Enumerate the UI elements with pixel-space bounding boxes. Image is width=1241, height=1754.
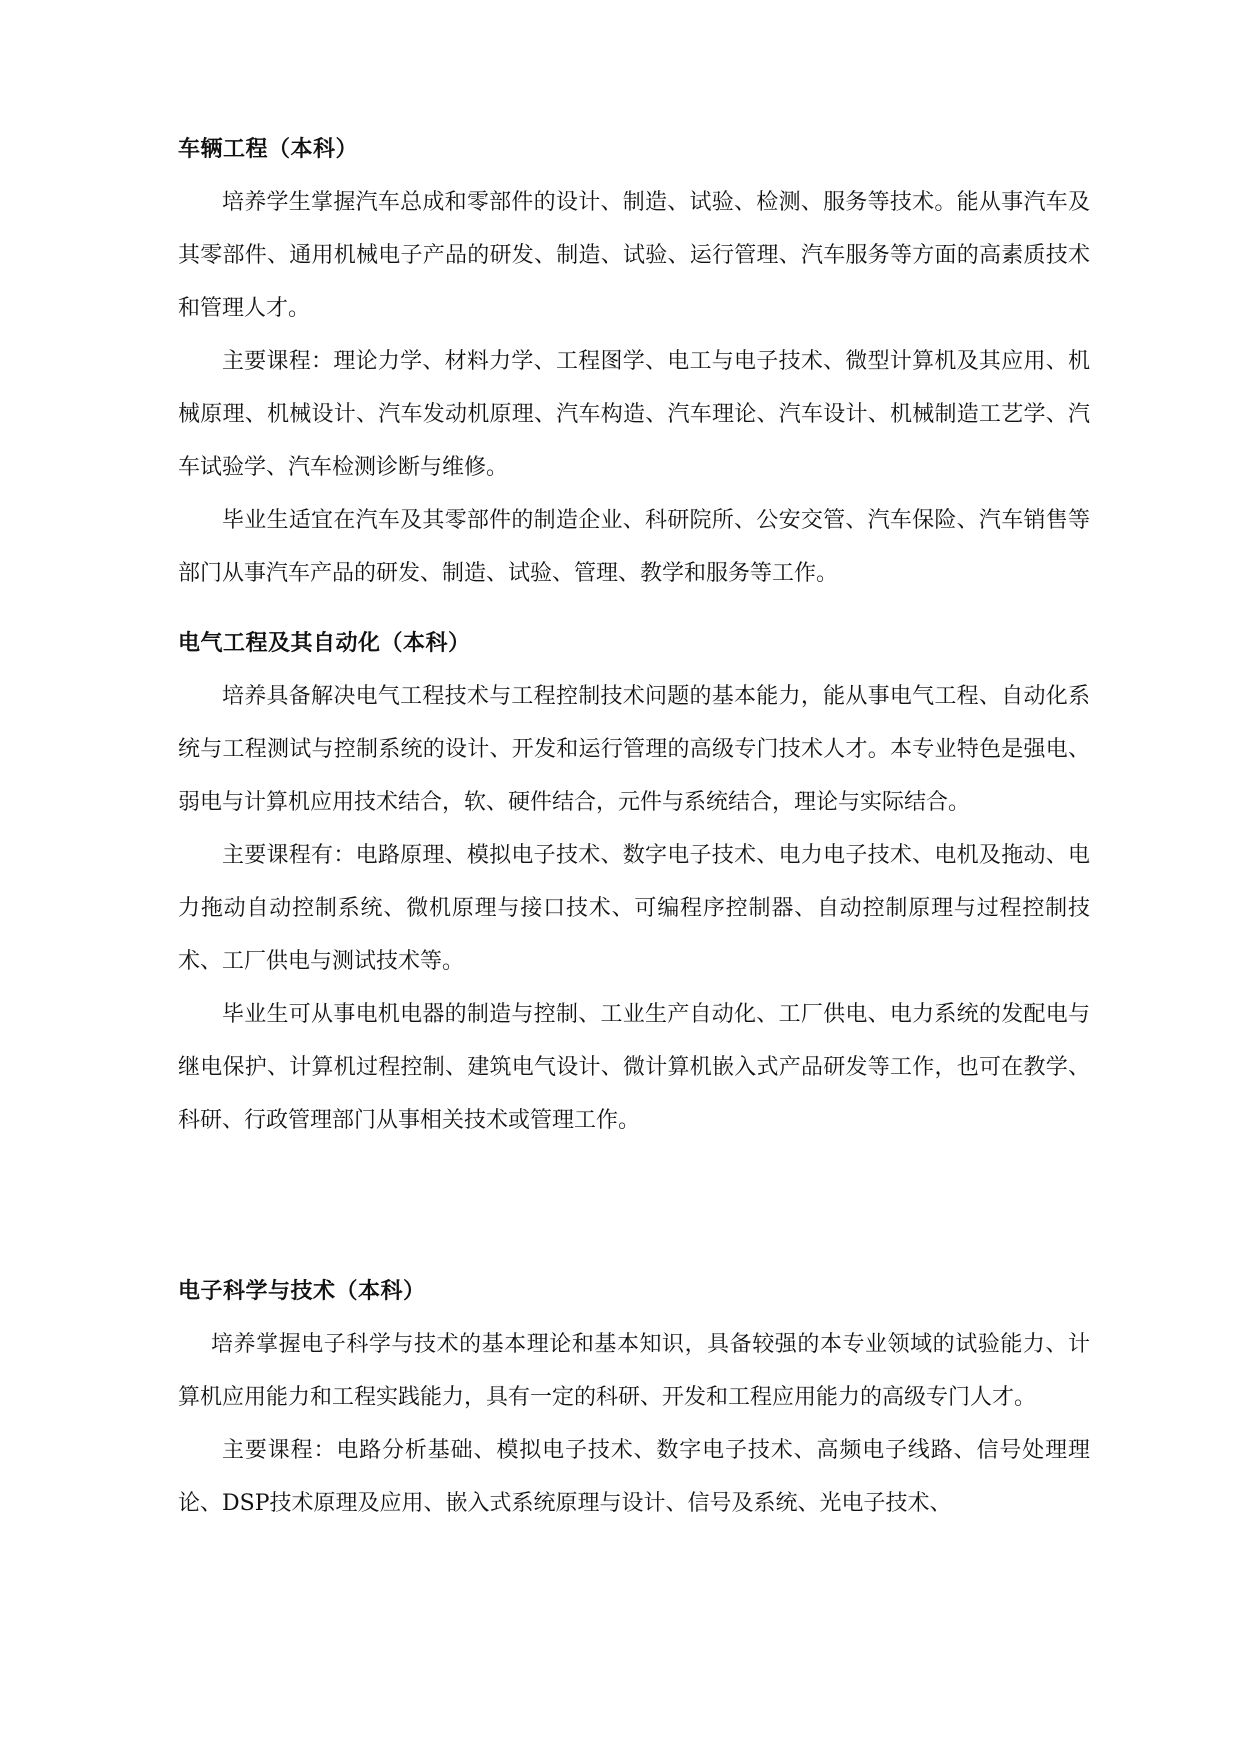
section-heading: 车辆工程（本科） [178,137,359,162]
paragraph-careers: 毕业生适宜在汽车及其零部件的制造企业、科研院所、公安交管、汽车保险、汽车销售等部门从事汽车产品的研发、制造、试验、管理、教学和服务等工作。 [178,508,1090,586]
section-electronic-science [178,1276,1090,1530]
paragraph-objective: 培养学生掌握汽车总成和零部件的设计、制造、试验、检测、服务等技术。能从事汽车及其零部件、通用机械电子产品的研发、制造、试验、运行管理、汽车服务等方面的高素质技术和管理人才。 [178,190,1090,321]
paragraph-careers: 毕业生可从事电机电器的制造与控制、工业生产自动化、工厂供电、电力系统的发配电与继电保护、计算机过程控制、建筑电气设计、微计算机嵌入式产品研发等工作，也可在教学、科研、行政管理部门从事相关技术或管理工作。 [178,1002,1090,1133]
section-heading: 电子科学与技术（本科） [178,1279,426,1304]
paragraph-objective: 培养具备解决电气工程技术与工程控制技术问题的基本能力，能从事电气工程、自动化系统与工程测试与控制系统的设计、开发和运行管理的高级专门技术人才。本专业特色是强电、弱电与计算机应用技术结合，软、硬件结合，元件与系统结合，理论与实际结合。 [178,684,1090,815]
paragraph-courses: 主要课程：理论力学、材料力学、工程图学、电工与电子技术、微型计算机及其应用、机械原理、机械设计、汽车发动机原理、汽车构造、汽车理论、汽车设计、机械制造工艺学、汽车试验学、汽车检测诊断与维修。 [178,349,1090,480]
section-electrical-engineering [178,628,1090,1147]
section-vehicle-engineering [178,134,1090,600]
paragraph-courses: 主要课程有：电路原理、模拟电子技术、数字电子技术、电力电子技术、电机及拖动、电力拖动自动控制系统、微机原理与接口技术、可编程序控制器、自动控制原理与过程控制技术、工厂供电与测试技术等。 [178,843,1090,974]
paragraph-objective: 培养掌握电子科学与技术的基本理论和基本知识，具备较强的本专业领域的试验能力、计算机应用能力和工程实践能力，具有一定的科研、开发和工程应用能力的高级专门人才。 [178,1332,1090,1410]
section-heading: 电气工程及其自动化（本科） [178,631,471,656]
paragraph-courses: 主要课程：电路分析基础、模拟电子技术、数字电子技术、高频电子线路、信号处理理论、DSP技术原理及应用、嵌入式系统原理与设计、信号及系统、光电子技术、 [178,1438,1090,1516]
